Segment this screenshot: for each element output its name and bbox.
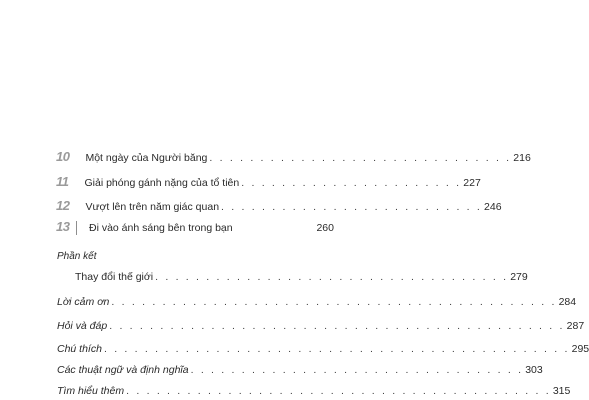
dot-leader: . . . . . . . . . . . . . . . . . . . . . . . . . . . . . . . . . . . . . . . . . . . .: [111, 296, 557, 308]
chapter-number: 11: [56, 174, 69, 189]
chapter-title: Giải phóng gánh nặng của tổ tiên: [84, 177, 240, 189]
toc-questions-answers[interactable]: [57, 320, 585, 333]
chapter-number: 12: [56, 198, 70, 213]
dot-leader: . . . . . . . . . . . . . . . . . . . . . . . . . . . . . . . . . . . . . . . . . . . . . .: [103, 343, 570, 355]
epilogue-label: Phần kết: [57, 251, 97, 262]
dot-leader: . . . . . . . . . . . . . . . . . . . . . . . . . . . . . .: [209, 152, 512, 164]
page-number: 295: [571, 343, 589, 355]
entry-title: Các thuật ngữ và định nghĩa: [57, 364, 189, 376]
chapter-divider: [76, 221, 77, 235]
page-number: 303: [525, 364, 543, 376]
toc-acknowledgements[interactable]: [57, 296, 577, 309]
toc-further-reading[interactable]: [57, 385, 571, 398]
dot-leader: . . . . . . . . . . . . . . . . . . . . . . . . . .: [221, 201, 483, 213]
chapter-number: 13: [56, 219, 70, 234]
entry-title: Lời cảm ơn: [57, 296, 110, 308]
dot-leader: . . . . . . . . . . . . . . . . . . . . . .: [241, 177, 462, 189]
chapter-title: Một ngày của Người băng: [85, 152, 208, 164]
toc-chapter-11[interactable]: [56, 174, 481, 190]
page-number: 279: [510, 271, 528, 283]
toc-chapter-10[interactable]: [56, 149, 531, 165]
dot-leader: . . . . . . . . . . . . . . . . . . . . . . . . . . . . . . . . . . . . . . . . . .: [126, 385, 551, 397]
page-number: 287: [566, 320, 585, 332]
page-number: 227: [463, 177, 481, 189]
toc-chapter-13[interactable]: [56, 220, 334, 235]
entry-title: Tìm hiểu thêm: [57, 385, 125, 397]
entry-title: Chú thích: [57, 343, 102, 355]
entry-title: Hỏi và đáp: [57, 320, 108, 332]
chapter-title: Đi vào ánh sáng bên trong bạn: [89, 222, 233, 234]
toc-chapter-12[interactable]: [56, 198, 502, 214]
chapter-title: Vượt lên trên năm giác quan: [85, 201, 220, 213]
dot-leader: . . . . . . . . . . . . . . . . . . . . . . . . . . . . . . . . .: [190, 364, 524, 376]
toc-glossary[interactable]: [57, 364, 543, 377]
page-number: 260: [316, 222, 334, 234]
toc-notes[interactable]: [57, 343, 589, 356]
toc-epilogue-entry[interactable]: [75, 271, 528, 284]
dot-leader: . . . . . . . . . . . . . . . . . . . . . . . . . . . . . . . . . . . . . . . . . . . . .: [109, 320, 565, 332]
chapter-number: 10: [56, 149, 70, 164]
page-number: 284: [558, 296, 577, 308]
dot-leader: . . . . . . . . . . . . . . . . . . . . . . . . . . . . . . . . . . .: [155, 271, 509, 283]
page-number: 216: [513, 152, 531, 164]
page-number: 315: [552, 385, 571, 397]
page-number: 246: [484, 201, 502, 213]
entry-title: Thay đổi thế giới: [75, 271, 154, 283]
